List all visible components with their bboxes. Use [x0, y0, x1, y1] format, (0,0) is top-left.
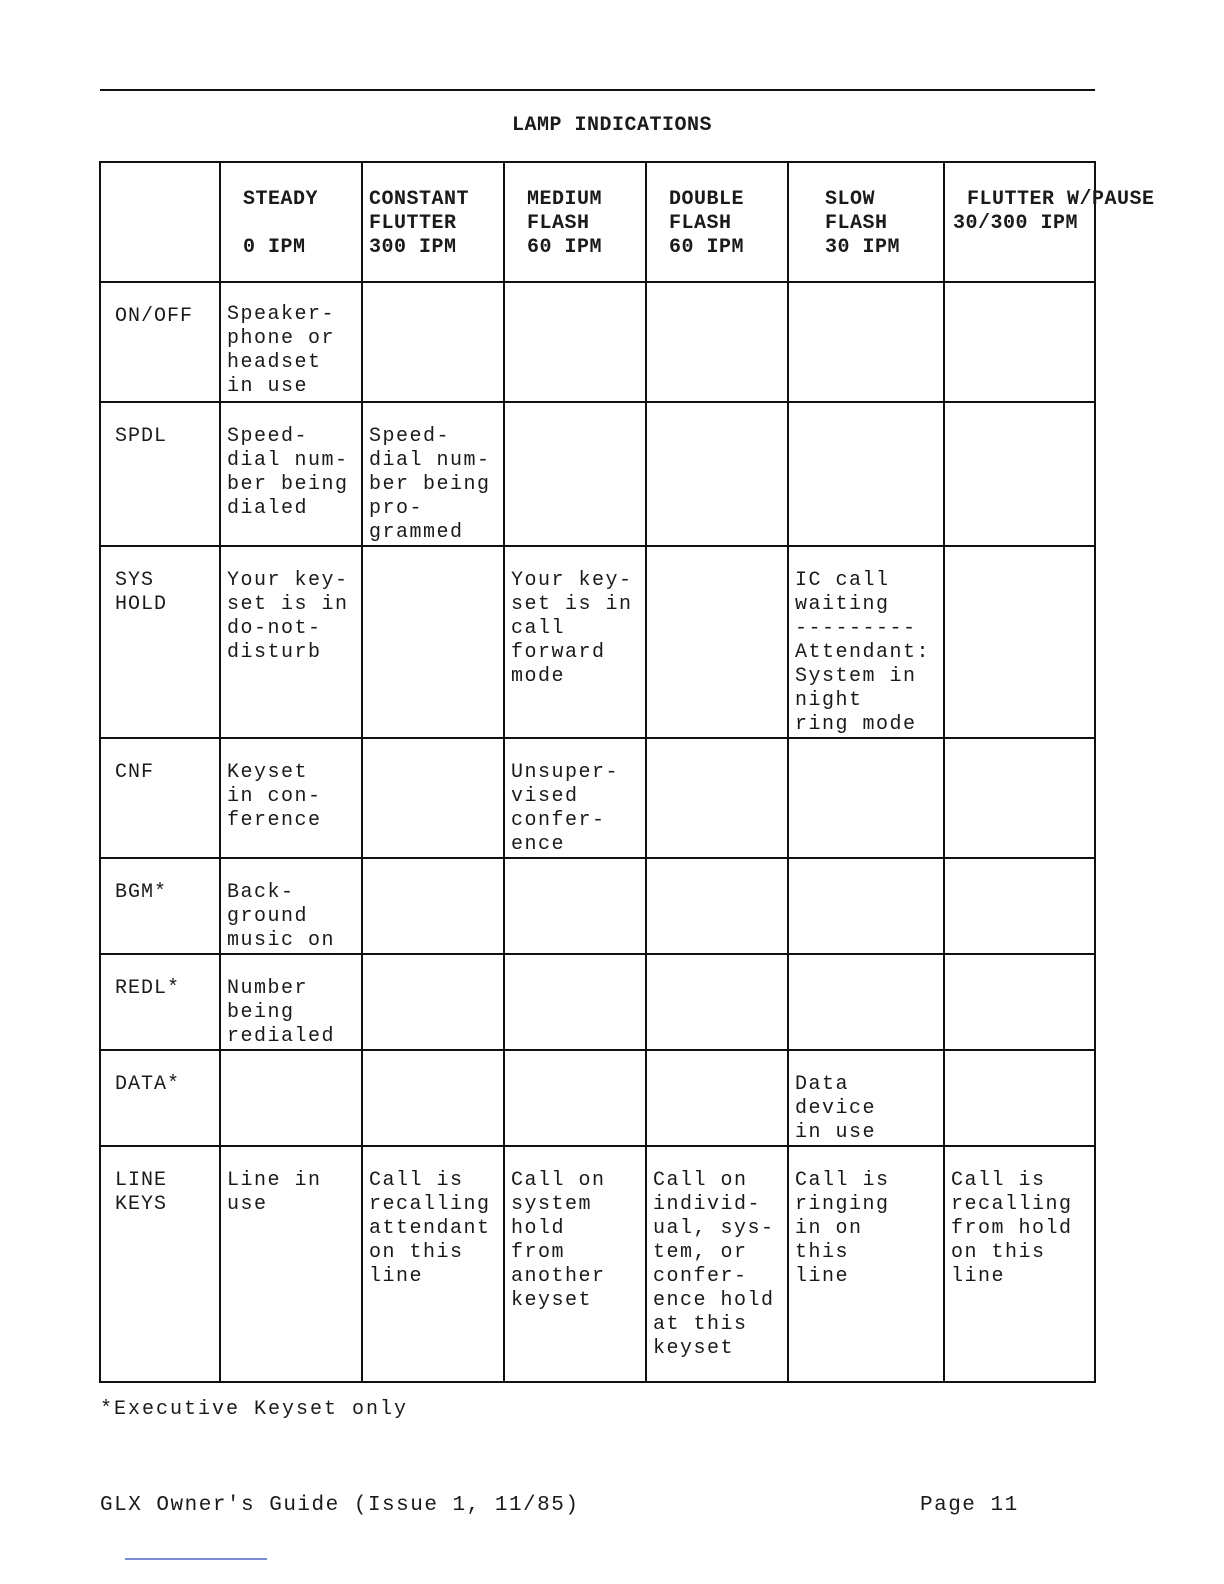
cell-medium-flash: [504, 954, 646, 1050]
row-key: SYS HOLD: [100, 546, 220, 738]
row-key: DATA*: [100, 1050, 220, 1146]
cell-slow-flash: [788, 954, 944, 1050]
row-key: LINE KEYS: [100, 1146, 220, 1382]
column-name: DOUBLE FLASH: [669, 188, 745, 235]
cell-steady: Speed- dial num- ber being dialed: [220, 402, 362, 546]
table-row-spdl: [100, 402, 1095, 546]
bottom-mark: [125, 1558, 267, 1560]
column-rate: 30/300 IPM: [953, 212, 1079, 235]
cell-medium-flash: Unsuper- vised confer- ence: [504, 738, 646, 858]
slow-flash-primary: IC call waiting: [795, 569, 890, 616]
cell-medium-flash: Your key- set is in call forward mode: [504, 546, 646, 738]
table-row-cnf: [100, 738, 1095, 858]
page-title: LAMP INDICATIONS: [511, 114, 713, 137]
column-name: MEDIUM FLASH: [527, 188, 603, 235]
header-corner: [100, 162, 220, 282]
cell-flutter-pause: [944, 546, 1095, 738]
cell-constant-flutter: [362, 282, 504, 402]
column-rate: 30 IPM: [825, 236, 901, 259]
column-rate: 300 IPM: [369, 236, 457, 259]
cell-flutter-pause: [944, 402, 1095, 546]
row-key: REDL*: [100, 954, 220, 1050]
cell-double-flash: [646, 858, 788, 954]
cell-steady: Keyset in con- ference: [220, 738, 362, 858]
slow-flash-attendant: Attendant: System in night ring mode: [795, 641, 931, 736]
footnote: *Executive Keyset only: [100, 1398, 409, 1421]
table-row-bgm: [100, 858, 1095, 954]
cell-slow-flash: [788, 402, 944, 546]
cell-medium-flash: [504, 282, 646, 402]
cell-slow-flash: Data device in use: [788, 1050, 944, 1146]
cell-double-flash: [646, 738, 788, 858]
row-key: SPDL: [100, 402, 220, 546]
cell-flutter-pause: [944, 738, 1095, 858]
column-rate: 60 IPM: [527, 236, 603, 259]
cell-double-flash: [646, 282, 788, 402]
cell-slow-flash: [788, 282, 944, 402]
cell-slow-flash: [788, 858, 944, 954]
cell-steady: Line in use: [220, 1146, 362, 1382]
column-rate: 60 IPM: [669, 236, 745, 259]
row-key: CNF: [100, 738, 220, 858]
header-flutter-pause: [944, 162, 1155, 282]
cell-double-flash: Call on individ- ual, sys- tem, or confer- ence hold at this keyset: [646, 1146, 788, 1382]
row-key: BGM*: [100, 858, 220, 954]
header-steady: [220, 162, 362, 282]
cell-flutter-pause: [944, 858, 1095, 954]
header-medium-flash: [504, 162, 646, 282]
row-key: ON/OFF: [100, 282, 220, 402]
table-row-redl: [100, 954, 1095, 1050]
footer-page-number: Page 11: [920, 1494, 1019, 1517]
cell-steady: Back- ground music on: [220, 858, 362, 954]
footer-document-title: GLX Owner's Guide (Issue 1, 11/85): [100, 1494, 580, 1517]
cell-steady: Number being redialed: [220, 954, 362, 1050]
cell-slow-flash: [788, 546, 944, 738]
table-row-data: [100, 1050, 1095, 1146]
column-name: CONSTANT FLUTTER: [369, 188, 470, 235]
column-name: SLOW FLASH: [825, 188, 888, 235]
cell-flutter-pause: [944, 1050, 1095, 1146]
cell-double-flash: [646, 1050, 788, 1146]
lamp-indications-table: [99, 161, 1155, 1383]
cell-flutter-pause: [944, 282, 1095, 402]
top-rule: [100, 89, 1095, 91]
header-double-flash: [646, 162, 788, 282]
table-row-on-off: [100, 282, 1095, 402]
cell-medium-flash: [504, 1050, 646, 1146]
cell-double-flash: [646, 546, 788, 738]
cell-constant-flutter: [362, 858, 504, 954]
column-name: STEADY: [243, 188, 319, 211]
cell-constant-flutter: [362, 738, 504, 858]
column-name: FLUTTER W/PAUSE: [967, 188, 1155, 211]
cell-medium-flash: [504, 858, 646, 954]
cell-double-flash: [646, 402, 788, 546]
header-constant-flutter: [362, 162, 504, 282]
cell-constant-flutter: [362, 1050, 504, 1146]
cell-constant-flutter: [362, 546, 504, 738]
cell-constant-flutter: Call is recalling attendant on this line: [362, 1146, 504, 1382]
cell-constant-flutter: [362, 954, 504, 1050]
cell-medium-flash: [504, 402, 646, 546]
cell-steady: Your key- set is in do-not- disturb: [220, 546, 362, 738]
cell-steady: [220, 1050, 362, 1146]
cell-slow-flash: [788, 738, 944, 858]
table-row-sys-hold: [100, 546, 1095, 738]
column-rate: 0 IPM: [243, 236, 306, 259]
cell-medium-flash: Call on system hold from another keyset: [504, 1146, 646, 1382]
cell-steady: Speaker- phone or headset in use: [220, 282, 362, 402]
cell-slow-flash: Call is ringing in on this line: [788, 1146, 944, 1382]
table-row-line-keys: [100, 1146, 1095, 1382]
separator-line: ---------: [795, 617, 917, 640]
cell-constant-flutter: Speed- dial num- ber being pro- grammed: [362, 402, 504, 546]
cell-flutter-pause: Call is recalling from hold on this line: [944, 1146, 1095, 1382]
cell-flutter-pause: [944, 954, 1095, 1050]
header-slow-flash: [788, 162, 944, 282]
header-row: [100, 162, 1095, 282]
cell-double-flash: [646, 954, 788, 1050]
